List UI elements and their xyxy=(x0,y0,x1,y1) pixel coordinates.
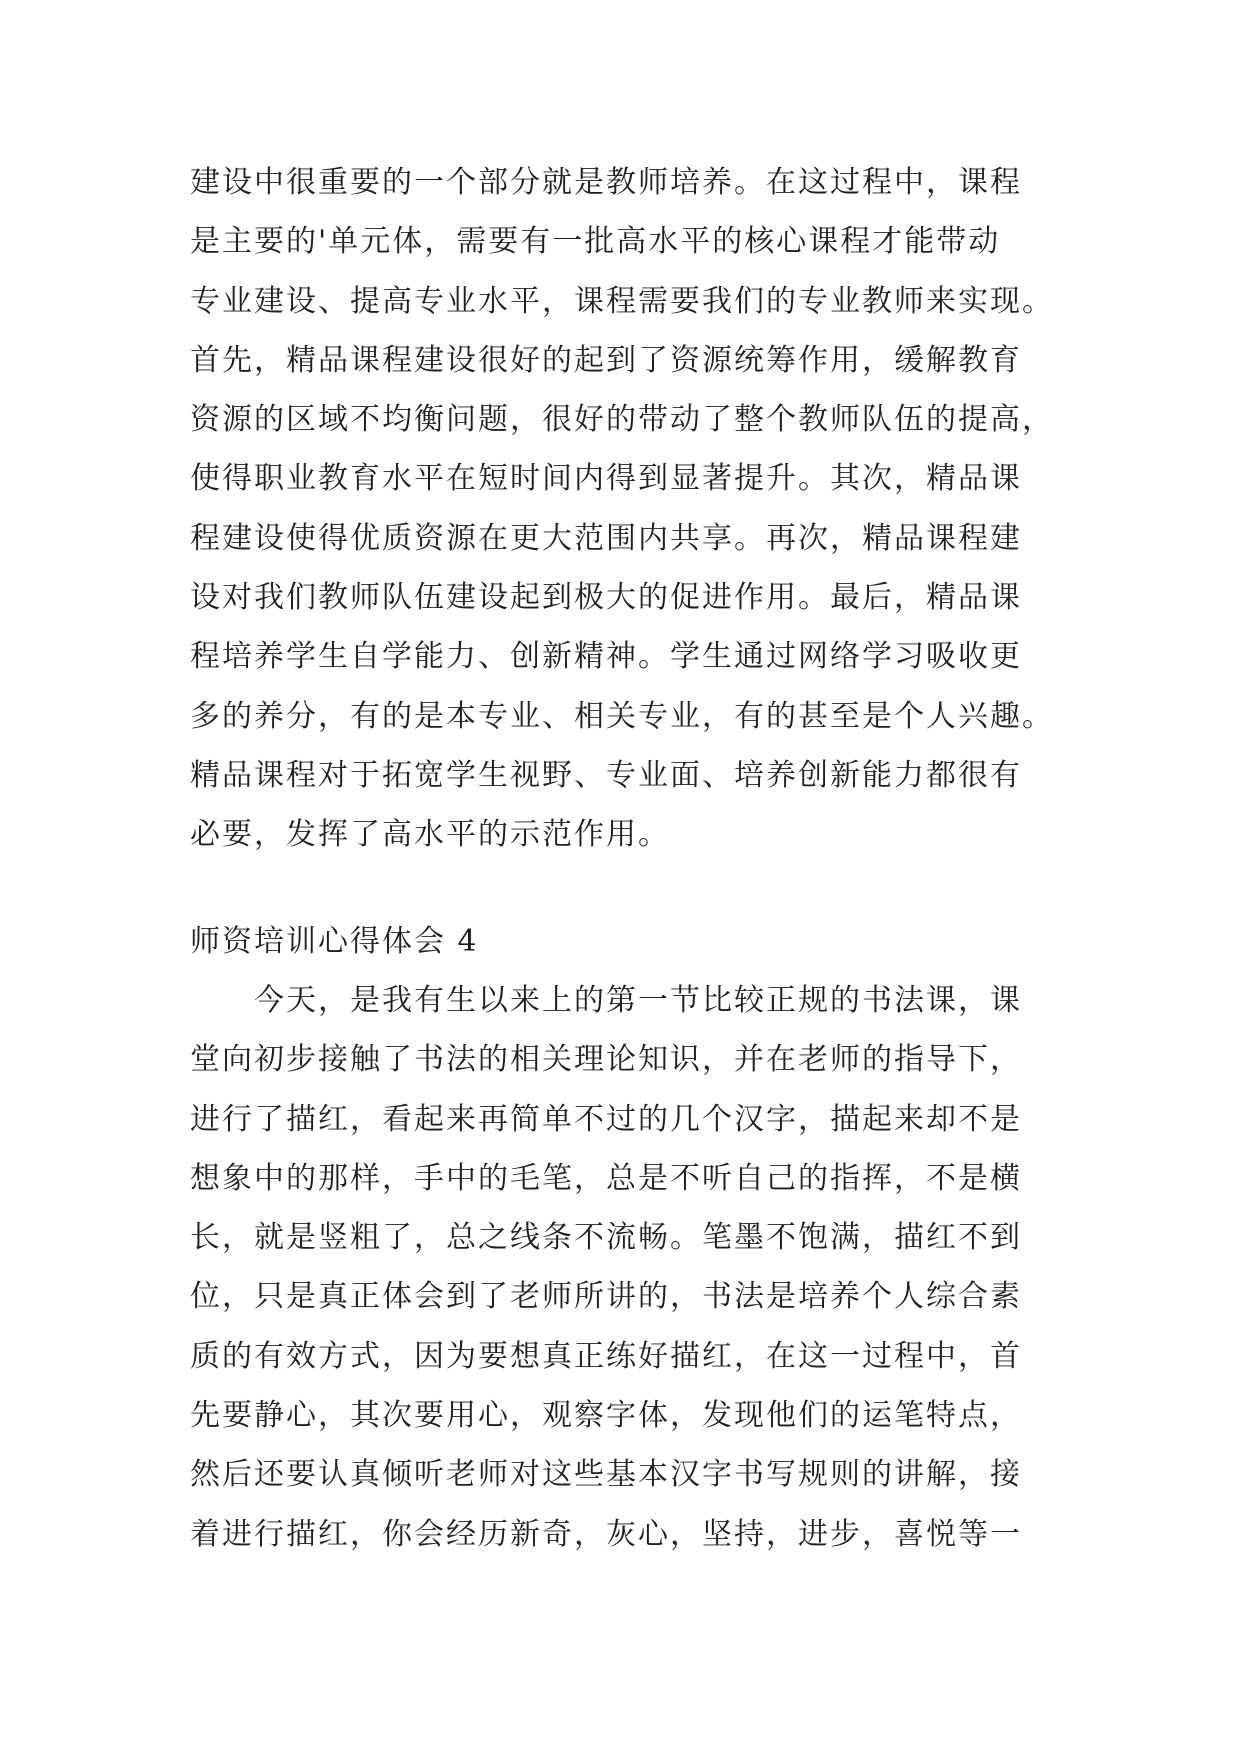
paragraph-calligraphy-class xyxy=(190,971,1060,1564)
text-line: 程建设使得优质资源在更大范围内共享。再次，精品课程建 xyxy=(190,520,1022,556)
text-line: 进行了描红，看起来再简单不过的几个汉字，描起来却不是 xyxy=(190,1101,1022,1137)
text-line: 必要，发挥了高水平的示范作用。 xyxy=(190,817,670,853)
text-line: 今天，是我有生以来上的第一节比较正规的书法课，课 xyxy=(190,983,1022,1018)
text-line: 着进行描红，你会经历新奇，灰心，坚持，进步，喜悦等一 xyxy=(190,1516,1022,1552)
text-line: 长，就是竖粗了，总之线条不流畅。笔墨不饱满，描红不到 xyxy=(190,1220,1022,1256)
text-line: 想象中的那样，手中的毛笔，总是不听自己的指挥，不是横 xyxy=(190,1160,1022,1196)
text-line: 专业建设、提高专业水平，课程需要我们的专业教师来实现。 xyxy=(190,283,1054,319)
text-line: 首先，精品课程建设很好的起到了资源统筹作用，缓解教育 xyxy=(190,342,1022,378)
text-line: 使得职业教育水平在短时间内得到显著提升。其次，精品课 xyxy=(190,461,1022,497)
text-line: 程培养学生自学能力、创新精神。学生通过网络学习吸收更 xyxy=(190,639,1022,675)
text-line: 是主要的'单元体，需要有一批高水平的核心课程才能带动 xyxy=(190,224,1001,260)
text-line: 然后还要认真倾听老师对这些基本汉字书写规则的讲解，接 xyxy=(190,1457,1022,1493)
text-line: 资源的区域不均衡问题，很好的带动了整个教师队伍的提高， xyxy=(190,402,1054,438)
paragraph-course-building xyxy=(190,153,1060,865)
text-line: 质的有效方式，因为要想真正练好描红，在这一过程中，首 xyxy=(190,1338,1022,1374)
text-line: 堂向初步接触了书法的相关理论知识，并在老师的指导下， xyxy=(190,1042,1022,1078)
text-line: 精品课程对于拓宽学生视野、专业面、培养创新能力都很有 xyxy=(190,757,1022,793)
section-heading xyxy=(190,912,1060,971)
text-line: 设对我们教师队伍建设起到极大的促进作用。最后，精品课 xyxy=(190,580,1022,616)
section-heading-text: 师资培训心得体会 4 xyxy=(190,924,479,959)
text-line: 多的养分，有的是本专业、相关专业，有的甚至是个人兴趣。 xyxy=(190,698,1054,734)
text-line: 建设中很重要的一个部分就是教师培养。在这过程中，课程 xyxy=(190,165,1022,200)
text-line: 先要静心，其次要用心，观察字体，发现他们的运笔特点， xyxy=(190,1398,1022,1434)
text-line: 位，只是真正体会到了老师所讲的，书法是培养个人综合素 xyxy=(190,1279,1022,1315)
